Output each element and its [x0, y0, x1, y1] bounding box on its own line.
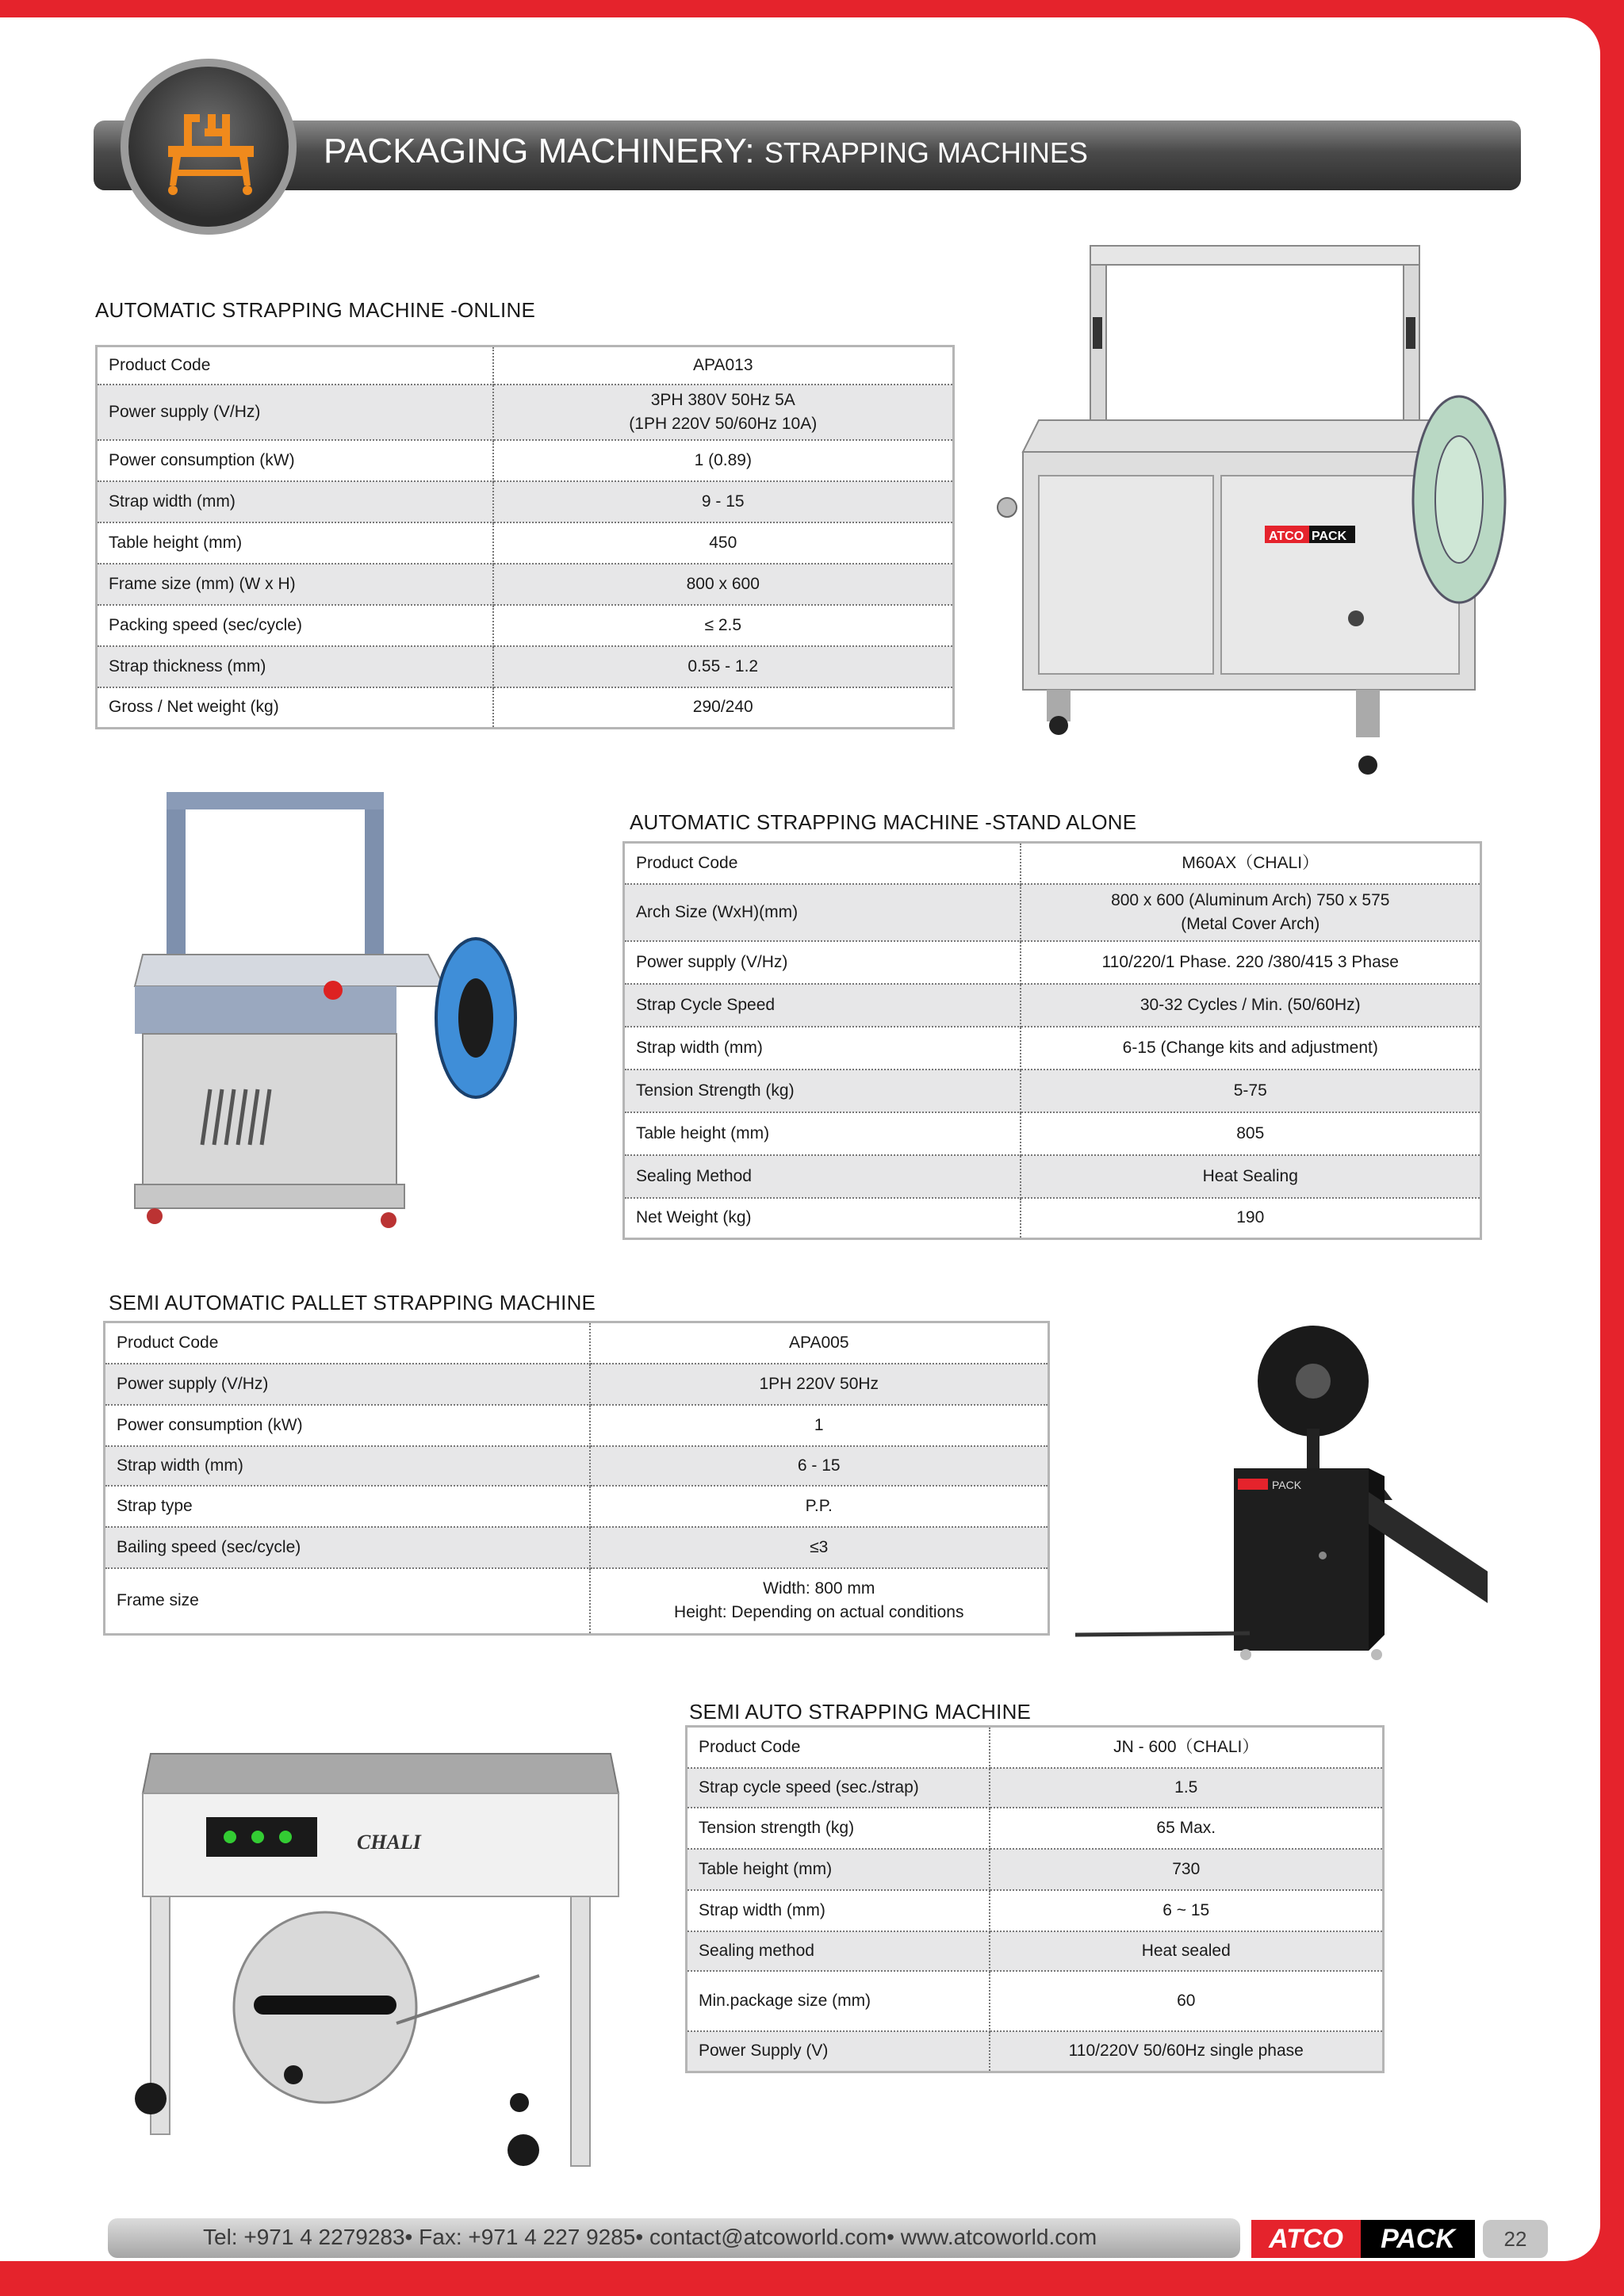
spec-value [590, 1405, 1049, 1446]
table-row [687, 1849, 1384, 1890]
spec-value-line: 800 x 600 (Aluminum Arch) 750 x 575 [1111, 890, 1390, 909]
spec-value [1021, 843, 1481, 884]
spec-label: Power consumption (kW) [97, 440, 493, 481]
table-row [687, 1971, 1384, 2031]
spec-value [990, 1808, 1384, 1849]
spec-label: Product Code [624, 843, 1021, 884]
spec-label: Power Supply (V) [687, 2031, 990, 2072]
table-row [624, 1155, 1481, 1198]
spec-value [1021, 984, 1481, 1027]
spec-label: Packing speed (sec/cycle) [97, 605, 493, 646]
spec-value-line: P.P. [805, 1496, 833, 1515]
spec-value [1021, 1198, 1481, 1239]
table-row [624, 1027, 1481, 1070]
spec-value-line: M60AX（CHALI） [1182, 853, 1320, 872]
spec-value [990, 1890, 1384, 1931]
spec-label: Arch Size (WxH)(mm) [624, 884, 1021, 941]
spec-label: Frame size (mm) (W x H) [97, 564, 493, 605]
spec-value [990, 1931, 1384, 1971]
table-row [687, 1768, 1384, 1808]
spec-value-line: 9 - 15 [701, 492, 745, 511]
spec-label: Product Code [687, 1727, 990, 1768]
table-row [624, 984, 1481, 1027]
table-row [105, 1568, 1049, 1635]
spec-value [1021, 884, 1481, 941]
table-row [97, 481, 954, 522]
spec-label: Frame size [105, 1568, 590, 1635]
spec-label: Table height (mm) [687, 1849, 990, 1890]
spec-value-line: 1PH 220V 50Hz [759, 1374, 879, 1393]
spec-value [493, 687, 954, 729]
spec-value [1021, 1112, 1481, 1155]
spec-value [590, 1364, 1049, 1405]
spec-value [493, 346, 954, 385]
table-row [624, 1070, 1481, 1112]
table-row [97, 522, 954, 564]
table-row [97, 687, 954, 729]
spec-value-line: 1.5 [1174, 1777, 1198, 1797]
table-row [97, 385, 954, 440]
spec-value [990, 1971, 1384, 2031]
spec-value-line: 3PH 380V 50Hz 5A [650, 390, 795, 409]
page-number: 22 [1483, 2220, 1548, 2258]
catalog-page [0, 17, 1600, 2261]
spec-value [493, 564, 954, 605]
spec-label: Bailing speed (sec/cycle) [105, 1527, 590, 1568]
semi-automatic-pallet-strapping-machine-image [1075, 1318, 1519, 1682]
section-title-stand-alone: AUTOMATIC STRAPPING MACHINE -STAND ALONE [630, 810, 1137, 834]
spec-value [590, 1568, 1049, 1635]
logo-atco: ATCO [1251, 2220, 1361, 2258]
table-row [97, 564, 954, 605]
section-title-pallet: SEMI AUTOMATIC PALLET STRAPPING MACHINE [109, 1291, 596, 1314]
category-badge-icon [121, 59, 297, 235]
spec-label: Strap Cycle Speed [624, 984, 1021, 1027]
spec-label: Strap width (mm) [105, 1446, 590, 1486]
spec-value-line: Heat Sealing [1202, 1166, 1298, 1185]
semi-auto-strapping-machine-image [127, 1722, 634, 2182]
table-row [624, 884, 1481, 941]
spec-value-line: 190 [1236, 1208, 1265, 1227]
spec-value-line: 5-75 [1233, 1081, 1267, 1100]
table-row [97, 440, 954, 481]
table-row [624, 1198, 1481, 1239]
spec-value [1021, 941, 1481, 984]
spec-label: Tension strength (kg) [687, 1808, 990, 1849]
spec-value-line: 805 [1236, 1123, 1265, 1142]
spec-value [1021, 1027, 1481, 1070]
table-row [624, 1112, 1481, 1155]
spec-value [990, 2031, 1384, 2072]
table-row [105, 1322, 1049, 1364]
page-title [324, 132, 1088, 171]
table-row [105, 1527, 1049, 1568]
section-title-online: AUTOMATIC STRAPPING MACHINE -ONLINE [95, 298, 535, 322]
table-row [105, 1486, 1049, 1527]
spec-label: Power consumption (kW) [105, 1405, 590, 1446]
spec-value-line: ≤3 [810, 1537, 829, 1556]
strapping-machine-icon [128, 67, 289, 227]
logo-pack: PACK [1361, 2220, 1475, 2258]
table-row [105, 1364, 1049, 1405]
table-row [97, 605, 954, 646]
spec-value-line: 6 - 15 [797, 1456, 841, 1475]
spec-value-line: 1 (0.89) [694, 450, 752, 469]
spec-label: Tension Strength (kg) [624, 1070, 1021, 1112]
spec-label: Net Weight (kg) [624, 1198, 1021, 1239]
spec-value-line: APA013 [693, 355, 753, 374]
table-row [687, 1727, 1384, 1768]
section-title-semi-auto: SEMI AUTO STRAPPING MACHINE [689, 1700, 1032, 1724]
table-row [687, 1890, 1384, 1931]
table-row [687, 2031, 1384, 2072]
title-sub: STRAPPING MACHINES [764, 136, 1088, 169]
spec-value-line: 6 ~ 15 [1162, 1900, 1210, 1919]
spec-value-line: (1PH 220V 50/60Hz 10A) [629, 414, 818, 433]
spec-value-line: Width: 800 mm [763, 1579, 875, 1598]
spec-label: Sealing Method [624, 1155, 1021, 1198]
table-row [97, 346, 954, 385]
spec-value [590, 1446, 1049, 1486]
spec-value [1021, 1070, 1481, 1112]
table-row [105, 1405, 1049, 1446]
footer-contact-bar [108, 2218, 1240, 2258]
spec-value [990, 1768, 1384, 1808]
spec-value-line: 110/220/1 Phase. 220 /380/415 3 Phase [1101, 952, 1399, 971]
spec-value-line: Heat sealed [1141, 1941, 1231, 1960]
spec-value-line: 6-15 (Change kits and adjustment) [1122, 1038, 1378, 1057]
spec-label: Strap width (mm) [97, 481, 493, 522]
spec-label: Strap thickness (mm) [97, 646, 493, 687]
spec-value-line: 1 [814, 1415, 824, 1434]
spec-value [493, 522, 954, 564]
spec-value-line: 730 [1172, 1859, 1201, 1878]
spec-table-semi-auto [685, 1725, 1385, 2073]
spec-value-line: 290/240 [692, 698, 753, 717]
spec-label: Power supply (V/Hz) [105, 1364, 590, 1405]
spec-label: Strap cycle speed (sec./strap) [687, 1768, 990, 1808]
spec-value-line: 30-32 Cycles / Min. (50/60Hz) [1139, 995, 1361, 1014]
automatic-strapping-machine-online-image [991, 238, 1515, 793]
spec-value-line: 450 [709, 533, 737, 552]
spec-value-line: 65 Max. [1156, 1818, 1216, 1837]
table-row [624, 843, 1481, 884]
spec-value-line: 60 [1177, 1991, 1196, 2010]
spec-value-line: 0.55 - 1.2 [688, 656, 759, 675]
spec-value [590, 1527, 1049, 1568]
spec-value [990, 1849, 1384, 1890]
spec-label: Gross / Net weight (kg) [97, 687, 493, 729]
spec-label: Product Code [105, 1322, 590, 1364]
spec-value [990, 1727, 1384, 1768]
atco-logo-text-a: ATCO [1269, 530, 1304, 543]
spec-label: Power supply (V/Hz) [624, 941, 1021, 984]
table-row [105, 1446, 1049, 1486]
table-row [687, 1931, 1384, 1971]
spec-label: Min.package size (mm) [687, 1971, 990, 2031]
spec-value-line: (Metal Cover Arch) [1181, 914, 1320, 933]
table-row [97, 646, 954, 687]
footer-contact-text: Tel: +971 4 2279283• Fax: +971 4 227 9285• contact@atcoworld.com• www.atcoworld.com [203, 2225, 1097, 2249]
spec-value [590, 1322, 1049, 1364]
spec-value [493, 605, 954, 646]
spec-label: Table height (mm) [97, 522, 493, 564]
spec-table-online [95, 345, 955, 729]
automatic-strapping-machine-stand-alone-image [119, 788, 531, 1240]
spec-label: Power supply (V/Hz) [97, 385, 493, 440]
spec-table-pallet [103, 1321, 1050, 1636]
spec-label: Product Code [97, 346, 493, 385]
spec-value [493, 646, 954, 687]
table-row [687, 1808, 1384, 1849]
spec-label: Strap type [105, 1486, 590, 1527]
spec-value-line: 110/220V 50/60Hz single phase [1068, 2042, 1304, 2061]
spec-label: Strap width (mm) [624, 1027, 1021, 1070]
spec-value [1021, 1155, 1481, 1198]
table-row [624, 941, 1481, 984]
spec-value [590, 1486, 1049, 1527]
spec-value-line: ≤ 2.5 [704, 615, 742, 634]
spec-label: Table height (mm) [624, 1112, 1021, 1155]
header-bar [94, 121, 1521, 190]
atco-logo-text-b: PACK [1312, 530, 1347, 543]
spec-table-stand-alone [622, 841, 1482, 1240]
spec-value [493, 385, 954, 440]
spec-value [493, 440, 954, 481]
svg-text:CHALI: CHALI [357, 1831, 421, 1854]
spec-value-line: Height: Depending on actual conditions [674, 1603, 964, 1622]
atco-logo-text-pack: PACK [1272, 1479, 1302, 1491]
spec-value-line: JN - 600（CHALI） [1113, 1737, 1259, 1756]
spec-label: Strap width (mm) [687, 1890, 990, 1931]
title-main: PACKAGING MACHINERY: [324, 132, 755, 170]
spec-label: Sealing method [687, 1931, 990, 1971]
spec-value [493, 481, 954, 522]
atco-pack-logo [1251, 2220, 1475, 2258]
spec-value-line: APA005 [789, 1333, 849, 1352]
spec-value-line: 800 x 600 [686, 574, 760, 593]
